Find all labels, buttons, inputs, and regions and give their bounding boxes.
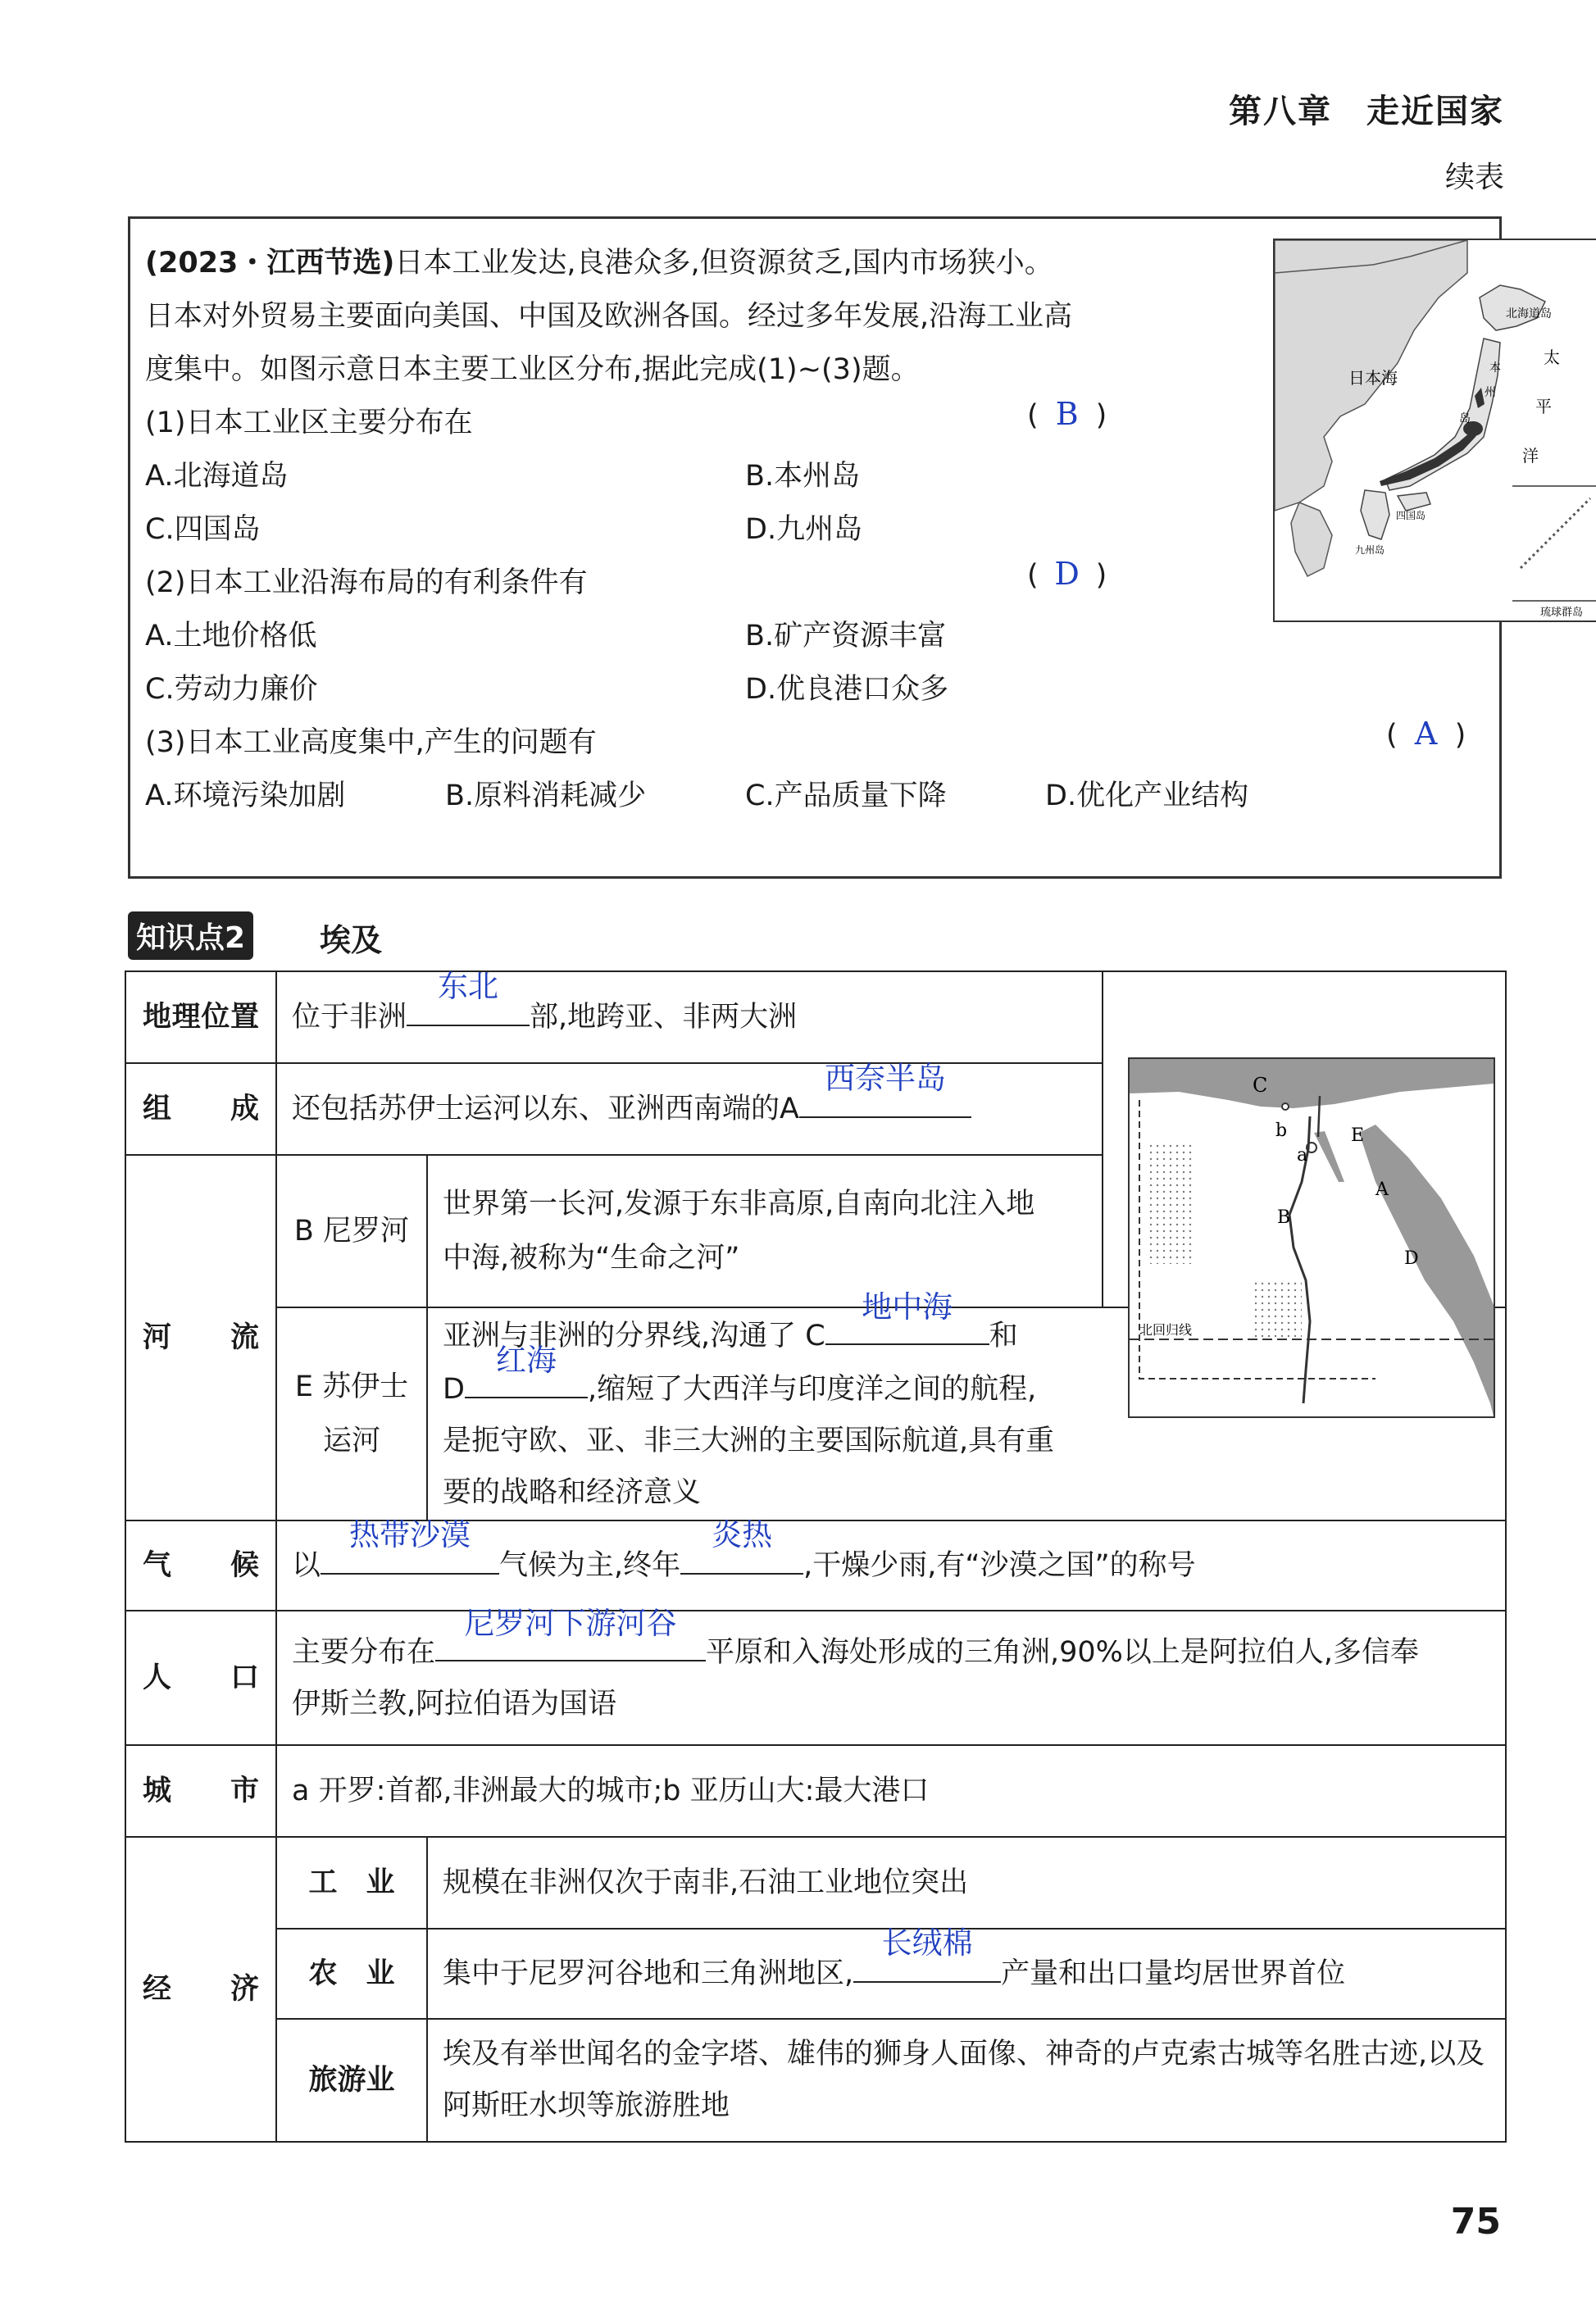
ryukyu-islands <box>1521 498 1590 568</box>
ocean-label-1: 太 <box>1544 348 1560 367</box>
ocean-label-3: 洋 <box>1522 446 1539 466</box>
suez-name-1: E 苏伊士 <box>294 1370 409 1403</box>
chapter-title: 第八章 走近国家 <box>1229 93 1504 130</box>
suez-name <box>276 1307 427 1520</box>
q1-option-c: C.四国岛 <box>145 513 261 546</box>
tourism-line-1: 埃及有举世闻名的金字塔、雄伟的狮身人面像、神奇的卢克索古城等名胜古迹,以及 <box>443 2038 1485 2070</box>
desert-south <box>1253 1280 1302 1338</box>
exam-source: (2023・江西节选) <box>145 247 395 280</box>
egypt-map <box>1128 1057 1495 1418</box>
q3-stem: (3)日本工业高度集中,产生的问题有 <box>145 726 597 759</box>
japan-map-svg <box>1275 240 1596 620</box>
page-number: 75 <box>1450 2201 1501 2243</box>
ryukyu-label: 琉球群岛 <box>1540 607 1584 619</box>
cities-text: a 开罗:首都,非洲最大的城市;b 亚历山大:最大港口 <box>276 1745 1506 1837</box>
continued-label: 续表 <box>1444 161 1504 194</box>
row-agriculture <box>125 1929 1506 2019</box>
honshu-label-2: 州 <box>1485 386 1496 399</box>
exam-box <box>128 216 1584 879</box>
row-industry <box>125 1837 1506 1929</box>
q3-option-d: D.优化产业结构 <box>1045 780 1249 812</box>
hokkaido-label: 北海道岛 <box>1506 307 1552 320</box>
label-location: 地理位置 <box>125 971 276 1063</box>
japan-industry-map <box>1273 239 1596 622</box>
q2-option-a: A.土地价格低 <box>145 620 317 652</box>
row-climate <box>125 1520 1506 1611</box>
label-tourism: 旅游业 <box>276 2019 427 2142</box>
label-rivers: 河 流 <box>125 1155 276 1520</box>
egypt-map-cell <box>1103 971 1506 1338</box>
climate-post: ,干燥少雨,有“沙漠之国”的称号 <box>803 1548 1196 1582</box>
answer-agriculture: 长绒棉 <box>881 1925 973 1961</box>
row-location <box>125 971 1506 1063</box>
nile-line-2: 中海,被称为“生命之河” <box>443 1242 740 1275</box>
composition-pre: 还包括苏伊士运河以东、亚洲西南端的A <box>292 1092 799 1125</box>
exam-intro-1: 日本工业发达,良港众多,但资源贫乏,国内市场狭小。 <box>394 247 1053 280</box>
map-label-D: D <box>1404 1248 1419 1269</box>
suez-name-2: 运河 <box>322 1425 380 1457</box>
cell-agriculture <box>427 1925 1506 2019</box>
map-label-B: B <box>1277 1207 1291 1228</box>
row-tourism <box>125 2019 1506 2142</box>
cell-location <box>276 971 1103 1063</box>
label-composition: 组 成 <box>125 1063 276 1155</box>
label-economy: 经 济 <box>125 1837 276 2142</box>
nile-desc <box>427 1155 1103 1307</box>
blank-location <box>407 969 530 1026</box>
map-label-C: C <box>1253 1074 1268 1097</box>
label-population: 人 口 <box>125 1611 276 1745</box>
q2-answer: ( D ) <box>1027 556 1107 592</box>
q2-option-b: B.矿产资源丰富 <box>745 620 947 652</box>
cell-population <box>276 1606 1506 1745</box>
cell-tourism <box>427 2019 1506 2142</box>
q1-answer-value: B <box>1055 396 1079 432</box>
climate-mid: 气候为主,终年 <box>499 1548 681 1582</box>
label-industry: 工 业 <box>276 1837 427 1929</box>
q2-answer-value: D <box>1054 556 1080 592</box>
label-climate: 气 候 <box>125 1520 276 1611</box>
q1-option-a: A.北海道岛 <box>145 460 289 493</box>
q1-option-d: D.九州岛 <box>745 513 863 546</box>
suez-l1-post: 和 <box>989 1320 1018 1352</box>
population-line-2: 伊斯兰教,阿拉伯语为国语 <box>292 1688 617 1720</box>
answer-location: 东北 <box>438 969 499 1005</box>
knowledge-point-badge: 知识点2 <box>128 911 253 960</box>
q2-stem: (2)日本工业沿海布局的有利条件有 <box>145 566 588 599</box>
cell-composition <box>276 1063 1103 1155</box>
suez-line-3: 是扼守欧、亚、非三大洲的主要国际航道,具有重 <box>443 1425 1055 1457</box>
q2-option-d: D.优良港口众多 <box>745 673 949 706</box>
blank-agriculture <box>853 1925 1001 1983</box>
ocean-label-2: 平 <box>1535 397 1552 416</box>
egypt-table <box>125 970 1507 2143</box>
nile-name: B 尼罗河 <box>276 1155 427 1307</box>
blank-climate-type <box>321 1517 499 1575</box>
answer-climate-type: 热带沙漠 <box>349 1517 471 1553</box>
answer-climate-temp: 炎热 <box>712 1517 773 1553</box>
label-agriculture: 农 业 <box>276 1929 427 2019</box>
climate-pre: 以 <box>292 1548 321 1582</box>
map-label-b: b <box>1275 1120 1288 1141</box>
kyushu-label: 九州岛 <box>1355 544 1385 556</box>
gulf-of-suez <box>1314 1131 1344 1182</box>
q3-answer-value: A <box>1414 716 1438 752</box>
q1-option-b: B.本州岛 <box>745 460 861 493</box>
tropic-label: 北回归线 <box>1139 1322 1193 1338</box>
shikoku-label: 四国岛 <box>1396 510 1426 521</box>
blank-suez-d <box>465 1343 588 1398</box>
suez-l2-pre: D <box>443 1373 465 1406</box>
map-label-E: E <box>1351 1125 1365 1146</box>
row-population <box>125 1611 1506 1745</box>
map-label-A: A <box>1375 1180 1389 1200</box>
agriculture-post: 产量和出口量均居世界首位 <box>1001 1957 1346 1990</box>
suez-l1-pre: 亚洲与非洲的分界线,沟通了 C <box>443 1320 825 1352</box>
q3-option-c: C.产品质量下降 <box>745 780 947 812</box>
q2-option-c: C.劳动力廉价 <box>145 673 318 706</box>
blank-climate-temp <box>680 1517 803 1575</box>
row-cities <box>125 1745 1506 1837</box>
q1-answer: ( B ) <box>1027 396 1107 432</box>
population-post: 平原和入海处形成的三角洲,90%以上是阿拉伯人,多信奉 <box>706 1636 1420 1669</box>
answer-population: 尼罗河下游河谷 <box>464 1606 677 1642</box>
location-pre: 位于非洲 <box>292 1000 407 1034</box>
industry-text: 规模在非洲仅次于南非,石油工业地位突出 <box>427 1837 1506 1929</box>
section-title: 埃及 <box>320 922 383 958</box>
blank-composition <box>799 1061 971 1118</box>
label-cities: 城 市 <box>125 1745 276 1837</box>
blank-suez-c <box>825 1289 989 1345</box>
suez-l2-post: ,缩短了大西洋与印度洋之间的航程, <box>587 1373 1037 1406</box>
population-pre: 主要分布在 <box>292 1636 436 1669</box>
desert-west <box>1146 1141 1195 1264</box>
exam-intro-2: 日本对外贸易主要面向美国、中国及欧洲各国。经过多年发展,沿海工业高 <box>145 300 1073 333</box>
honshu-label-1: 本 <box>1489 361 1501 375</box>
honshu-label-3: 岛 <box>1459 412 1471 425</box>
population-line-1 <box>292 1606 1490 1679</box>
nile-line-1: 世界第一长河,发源于东非高原,自南向北注入地 <box>443 1187 1035 1220</box>
map-label-a: a <box>1297 1145 1308 1166</box>
red-sea <box>1359 1125 1494 1416</box>
agriculture-pre: 集中于尼罗河谷地和三角洲地区, <box>443 1957 854 1990</box>
answer-suez-c: 地中海 <box>862 1289 953 1325</box>
korea-shape <box>1291 502 1332 576</box>
alexandria-dot <box>1282 1103 1289 1110</box>
blank-population <box>435 1606 706 1661</box>
exam-intro-line-1 <box>145 240 1053 281</box>
q1-stem: (1)日本工业区主要分布在 <box>145 407 473 439</box>
q3-option-b: B.原料消耗减少 <box>445 780 647 812</box>
q3-answer: ( A ) <box>1386 716 1466 752</box>
answer-composition: 西奈半岛 <box>824 1061 946 1097</box>
egypt-map-svg <box>1130 1059 1494 1416</box>
exam-intro-3: 度集中。如图示意日本主要工业区分布,据此完成(1)~(3)题。 <box>145 353 920 386</box>
q3-option-a: A.环境污染加剧 <box>145 780 346 812</box>
kyushu-shape <box>1361 490 1389 539</box>
inset-frame <box>1512 486 1596 601</box>
location-post: 部,地跨亚、非两大洲 <box>530 1000 798 1034</box>
shikoku-shape <box>1398 493 1430 511</box>
sea-label: 日本海 <box>1348 368 1398 388</box>
suez-line-4: 要的战略和经济意义 <box>443 1476 702 1509</box>
answer-suez-d: 红海 <box>495 1343 557 1379</box>
mediterranean-sea <box>1130 1059 1494 1108</box>
honshu-shape <box>1385 339 1500 490</box>
tourism-line-2: 阿斯旺水坝等旅游胜地 <box>443 2089 730 2122</box>
